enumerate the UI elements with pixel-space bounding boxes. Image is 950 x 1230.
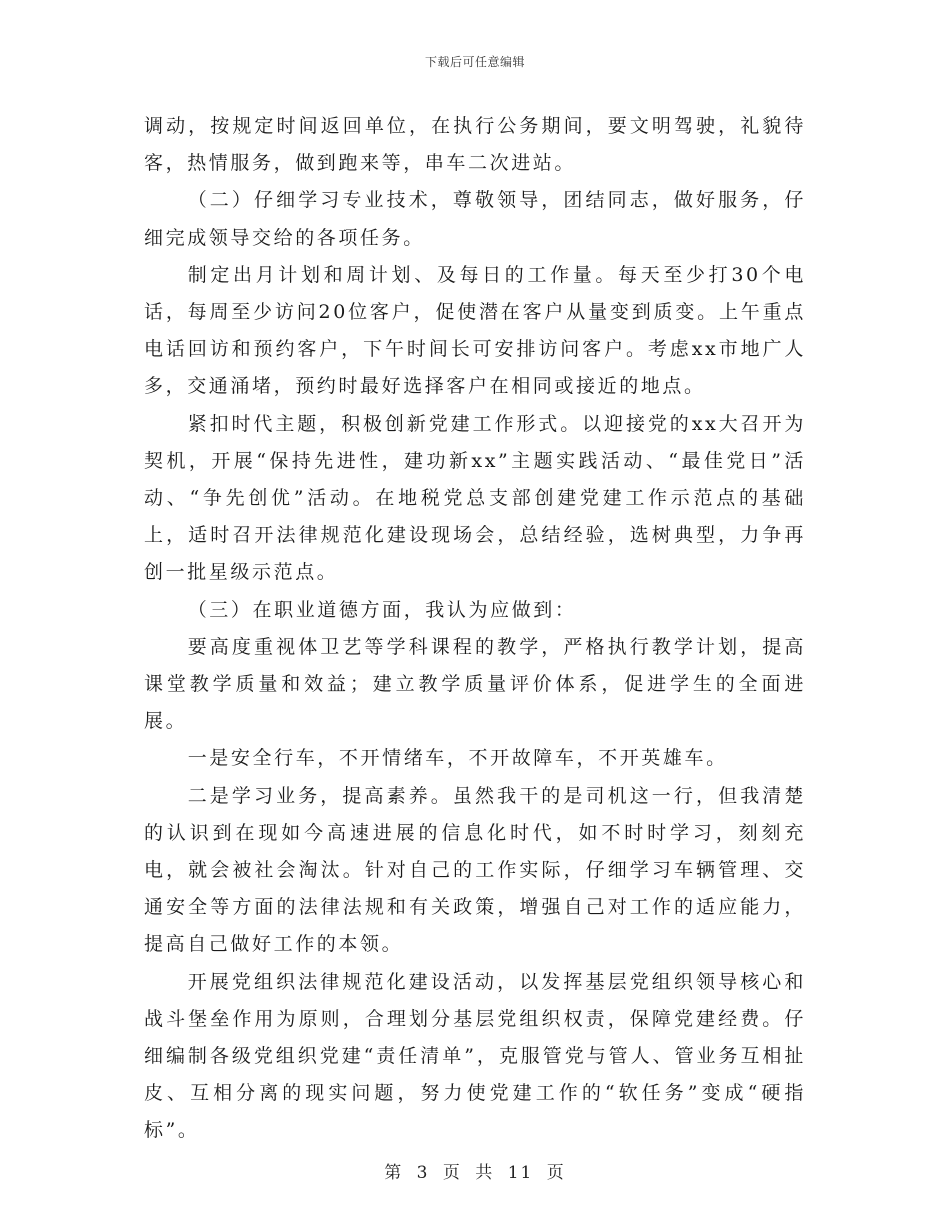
- document-body: [144, 108, 806, 1150]
- paragraph-2: （二）仔细学习专业技术，尊敬领导，团结同志，做好服务，仔细完成领导交给的各项任务。: [144, 189, 806, 249]
- paragraph-9: 开展党组织法律规范化建设活动，以发挥基层党组织领导核心和战斗堡垒作用为原则，合理划分基层党组织权责，保障党建经费。仔细编制各级党组织党建“责任清单”，克服管党与管人、管业务互相扯皮、互相分离的现实问题，努力使党建工作的“软任务”变成“硬指标”。: [144, 970, 806, 1142]
- paragraph-5: （三）在职业道德方面，我认为应做到：: [187, 598, 577, 621]
- page-header: 下载后可任意编辑: [424, 55, 525, 69]
- paragraph-6: 要高度重视体卫艺等学科课程的教学，严格执行教学计划，提高课堂教学质量和效益；建立教学质量评价体系，促进学生的全面进展。: [144, 635, 806, 733]
- page-number-footer: 第 3 页 共 11 页: [384, 1163, 566, 1183]
- paragraph-4: 紧扣时代主题，积极创新党建工作形式。以迎接党的xx大召开为契机，开展“保持先进性，建功新xx”主题实践活动、“最佳党日”活动、“争先创优”活动。在地税党总支部创建党建工作示范点的基础上，适时召开法律规范化建设现场会，总结经验，选树典型，力争再创一批星级示范点。: [144, 412, 806, 584]
- paragraph-1: 调动，按规定时间返回单位，在执行公务期间，要文明驾驶，礼貌待客，热情服务，做到跑来等，串车二次进站。: [144, 115, 806, 175]
- paragraph-7: 一是安全行车，不开情绪车，不开故障车，不开英雄车。: [187, 747, 728, 770]
- paragraph-3: 制定出月计划和周计划、及每日的工作量。每天至少打30个电话，每周至少访问20位客户，促使潜在客户从量变到质变。上午重点电话回访和预约客户，下午时间长可安排访问客户。考虑xx市地广人多，交通涌堵，预约时最好选择客户在相同或接近的地点。: [144, 263, 806, 398]
- paragraph-8: 二是学习业务，提高素养。虽然我干的是司机这一行，但我清楚的认识到在现如今高速进展的信息化时代，如不时时学习，刻刻充电，就会被社会淘汰。针对自己的工作实际，仔细学习车辆管理、交通安全等方面的法律法规和有关政策，增强自己对工作的适应能力，提高自己做好工作的本领。: [144, 784, 806, 956]
